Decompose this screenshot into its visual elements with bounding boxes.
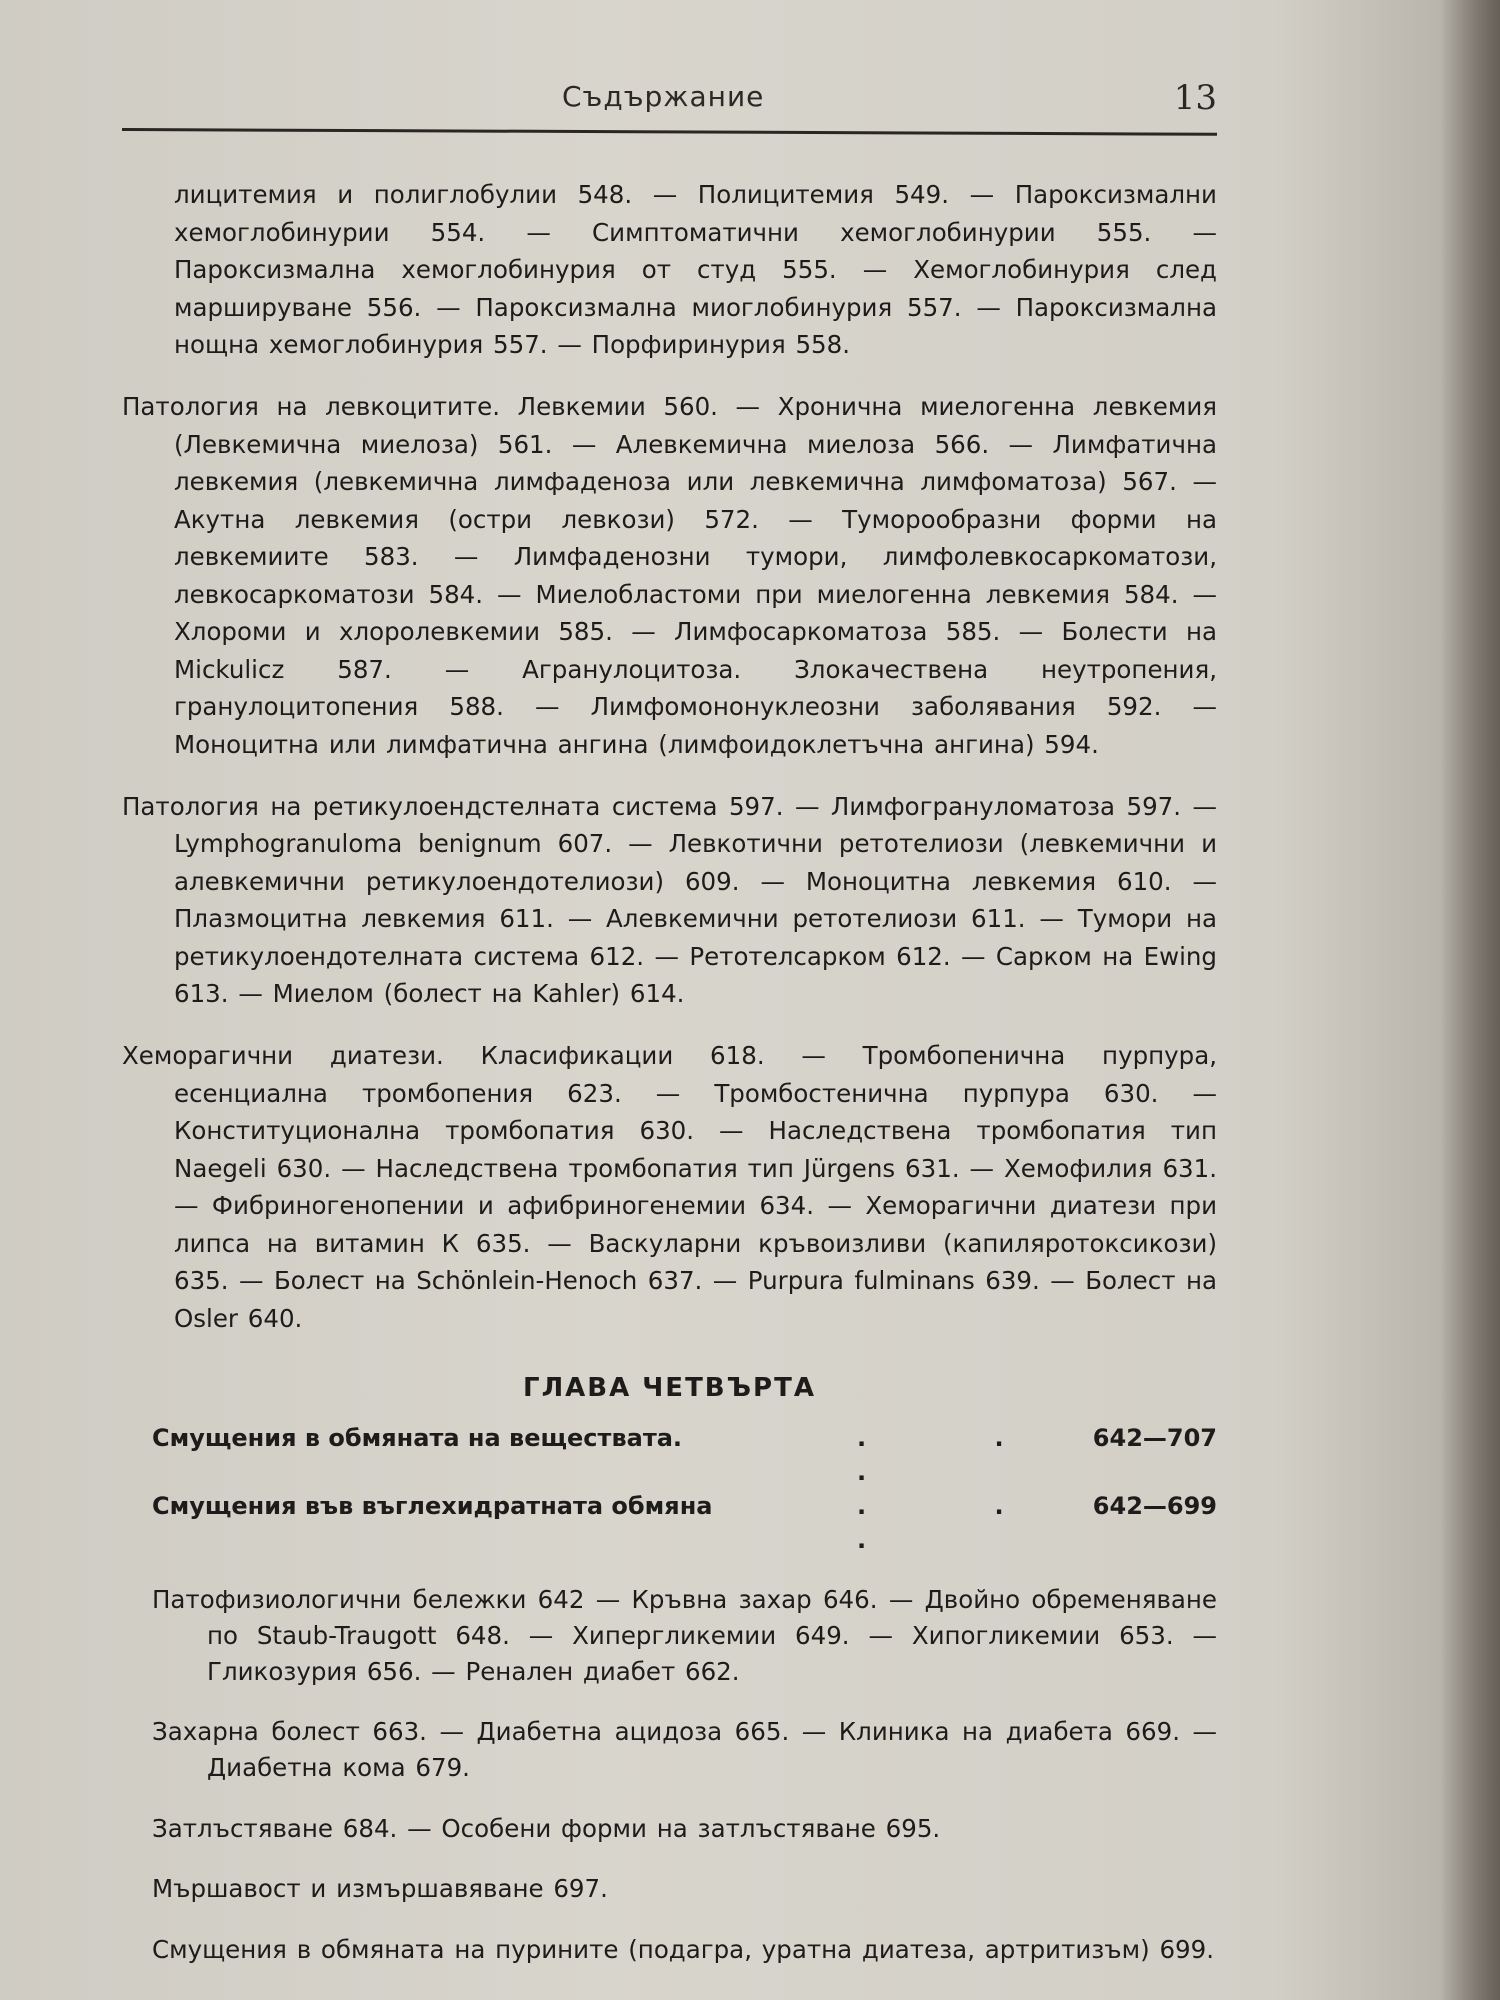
chapter-toc-title: Смущения във въглехидратната обмяна	[152, 1492, 713, 1520]
running-head: Съдържание	[562, 80, 765, 113]
toc-entry-diabetes: Захарна болест 663. — Диабетна ацидоза 665. — Клиника на диабета 669. — Диабетна кома 679.	[152, 1717, 1217, 1782]
chapter-toc-row	[122, 1421, 1217, 1489]
toc-content	[122, 176, 1217, 1978]
toc-entry-leukocytes: Патология на левкоцитите. Левкемии 560. — Хронична миелогенна левкемия (Левкемична миелоза) 561. — Алевкемична миелоза 566. — Лимфатична левкемия (левкемична лимфаденоза или левкемична лимфоматоза) 567. — Акутна левкемия (остри левкози) 572. — Туморообразни форми на левкемиите 583. — Лимфаденозни тумори, лимфолевкосаркоматози, левкосаркоматози 584. — Миелобластоми при миелогенна левкемия 584. — Хлороми и хлоролевкемии 585. — Лимфосаркоматоза 585. — Болести на Mickulicz 587. — Агранулоцитоза. Злокачествена неутропения, гранулоцитопения 588. — Лимфомононуклеозни заболявания 592. — Моноцитна или лимфатична ангина (лимфоидоклетъчна ангина) 594.	[122, 392, 1217, 759]
toc-entry-purine-metabolism: Смущения в обмяната на пурините (подагра, уратна диатеза, артритизъм) 699.	[152, 1934, 1214, 1964]
chapter-toc-pages: 642—699	[1092, 1492, 1217, 1520]
chapter-toc-row	[122, 1489, 1217, 1557]
chapter-toc-title: Смущения в обмяната на веществата.	[152, 1424, 683, 1452]
toc-entry-obesity: Затлъстяване 684. — Особени форми на затлъстяване 695.	[152, 1813, 941, 1843]
page-number: 13	[1173, 78, 1217, 118]
chapter-toc-dots: . . .	[857, 1492, 1064, 1554]
page-edge-shadow	[1440, 0, 1500, 2000]
toc-entry-emaciation: Мършавост и измършавяване 697.	[152, 1874, 608, 1903]
header-rule	[122, 128, 1217, 136]
toc-entry-hemorrhagic-diatheses: Хеморагични диатези. Класификации 618. — Тромбопенична пурпура, есенциална тромбопения 623. — Тромбостенична пурпура 630. — Конституционална тромбопатия 630. — Наследствена тромбопатия тип Naegeli 630. — Наследствена тромбопатия тип Jürgens 631. — Хемофилия 631. — Фибриногенопении и афибриногенемии 634. — Хеморагични диатези при липса на витамин К 635. — Васкуларни кръвоизливи (капиляротоксикози) 635. — Болест на Schönlein-Henoch 637. — Purpura fulminans 639. — Болест на Osler 640.	[122, 1041, 1217, 1333]
chapter-title: ГЛАВА ЧЕТВЪРТА	[523, 1373, 816, 1403]
toc-entry-continued: лицитемия и полиглобулии 548. — Полицитемия 549. — Пароксизмални хемоглобинурии 554. — Симптоматични хемоглобинурии 555. — Пароксизмална хемоглобинурия от студ 555. — Хемоглобинурия след маршируване 556. — Пароксизмална миоглобинурия 557. — Пароксизмална нощна хемоглобинурия 557. — Порфиринурия 558.	[174, 180, 1217, 359]
toc-entry-pathophysiology: Патофизиологични бележки 642 — Кръвна захар 646. — Двойно обременяване по Staub-Traugott 648. — Хипергликемии 649. — Хипогликемии 653. — Гликозурия 656. — Ренален диабет 662.	[152, 1584, 1217, 1686]
toc-entry-reticuloendothelial: Патология на ретикулоендстелната система 597. — Лимфогрануломатоза 597. — Lymphogranuloma benignum 607. — Левкотични ретотелиози (левкемични и алевкемични ретикулоендотелиози) 609. — Моноцитна левкемия 610. — Плазмоцитна левкемия 611. — Алевкемични ретотелиози 611. — Тумори на ретикулоендотелната система 612. — Ретотелсарком 612. — Сарком на Ewing 613. — Миелом (болест на Kahler) 614.	[122, 791, 1217, 1008]
page-header	[122, 78, 1217, 128]
chapter-toc-pages: 642—707	[1092, 1424, 1217, 1452]
chapter-entries	[122, 1582, 1217, 1968]
chapter-toc-dots: . . .	[857, 1424, 1064, 1486]
